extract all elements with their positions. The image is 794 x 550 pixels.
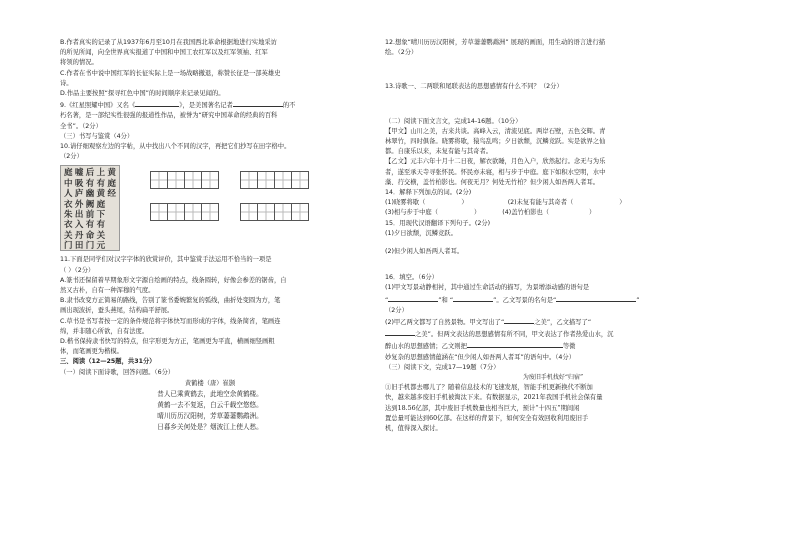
tianzi-cell[interactable] — [167, 171, 185, 189]
tianzi-grid-group — [150, 171, 218, 189]
calligraphy-char: 庭 — [107, 178, 116, 189]
calligraphy-char: 阙 — [85, 199, 95, 210]
answer-space[interactable] — [573, 198, 619, 208]
question-14: 14．解释下列加点的词。(2分) — [385, 189, 472, 197]
tianzi-cell[interactable] — [274, 171, 292, 189]
question-9: 9.《红星照耀中国》又名《 》，是美国著名记者 的不 — [60, 99, 360, 111]
text-jia-line: 林翠竹，四时俱备。晓雾将歇，猿鸟乱鸣；夕日欲颓，沉鳞竞跃。实是欲界之仙 — [385, 138, 606, 146]
text-jia-line: 【甲文】山川之美，古来共谈。高峰入云，清流见底。两岸石壁，五色交辉。青 — [385, 127, 606, 135]
calligraphy-char: 门 — [85, 241, 95, 252]
tianzi-grid-group — [240, 171, 308, 189]
calligraphy-image — [60, 165, 120, 251]
question-10: 10.请仔细观察左边的字帖，从中找出八个不同的汉字，再把它们抄写在田字格中。 — [60, 143, 291, 151]
answer-blank[interactable] — [385, 328, 415, 336]
calligraphy-char: 元 — [96, 241, 106, 252]
question-16-2-line3: 醉山水的思想感情；乙文则把 等微 — [385, 340, 721, 352]
question-12-line2: 绘。（2分） — [385, 49, 418, 57]
subsection-title-poem: （一）阅读下面诗歌，回答问题。（6分） — [60, 368, 175, 376]
calligraphy-column — [74, 168, 84, 252]
option-b-line3: 将领的情况。 — [60, 59, 98, 67]
calligraphy-char: 朱 — [64, 210, 73, 221]
question-16-1-line2: “ ”和 “ ”。乙文写景的名句是“ ” — [385, 294, 721, 306]
question-12: 12.想象“晴川历历汉阳树，芳草萋萋鹦鹉洲” 展现的画面，用生动的语言进行描 — [385, 39, 606, 46]
tianzi-grid-group — [150, 203, 218, 221]
calligraphy-char: 有 — [96, 178, 106, 189]
question-16-2-line4: 妙复杂的思想感情蕴涵在“但少闲人如吾两人者耳”的语句中。（4分） — [385, 353, 575, 361]
calligraphy-char: 衣 — [64, 199, 73, 210]
question-11-score: （ ）（2分） — [60, 266, 95, 274]
section-title-writing: （三）书写与鉴赏（4分） — [60, 132, 134, 140]
question-16-2-line2: 之美”。但两文表达的思想感情有所不同，甲文表达了作者热爱山水，沉 — [385, 328, 721, 340]
text-jia-line: 都。自康乐以来，未复有能与其奇者。 — [385, 148, 493, 156]
tianzi-grid-group — [240, 203, 308, 221]
calligraphy-column — [64, 168, 73, 252]
option-c2-line1: C.草书是书写者按一定的条件规范将字体快写而形成的字体，线条简省，笔画连 — [60, 317, 281, 325]
calligraphy-char: 丹 — [74, 230, 84, 241]
poem-title: 黄鹤楼（唐）崔颢 — [184, 379, 236, 387]
calligraphy-char: 有 — [85, 220, 95, 231]
calligraphy-char: 外 — [74, 199, 84, 210]
question-15-1: (1)夕日欲颓，沉鳞竞跃。 — [385, 229, 457, 237]
question-15: 15．用现代汉语翻译下列句子。(2分) — [385, 219, 491, 227]
calligraphy-char: 有 — [96, 220, 106, 231]
answer-blank[interactable] — [556, 294, 636, 302]
calligraphy-char: 黄 — [96, 189, 106, 200]
question-14-row2: (3)相与步于中庭（ ） (4)盖竹柏影也（ ） — [385, 208, 721, 218]
option-a-line1: A.篆书还保留着早期象形文字源自绘画的特点，线条圆转，好像会参差的锯齿，自 — [60, 276, 287, 284]
option-c-line1: C.作者在书中说中国红军的长征实际上是一场战略撤退，称赞长征是一部英雄史 — [60, 69, 281, 77]
tianzi-cell[interactable] — [201, 171, 219, 189]
calligraphy-char: 中 — [64, 178, 73, 189]
option-d2-line2: 体，而笔画更为楷模。 — [60, 348, 123, 356]
calligraphy-exercise — [60, 165, 360, 251]
essay-line: 快，越来越多废旧手机被淘汰下来。有数据显示，2021年我国手机社会保有量 — [385, 394, 603, 402]
question-9-line2: 朽名著，是一部纪实性很强的报道性作品，被誉为“研究中国革命的经典的百科 — [60, 112, 278, 120]
essay-line: 达到18.56亿部，其中废旧手机数量也相当巨大，预计“十四五”期间闲 — [385, 404, 580, 412]
calligraphy-char: 后 — [85, 168, 95, 179]
tianzi-grid-area — [150, 165, 308, 235]
subsection-title-classical: （二）阅读下面文言文，完成14-16题。（10分） — [385, 117, 522, 125]
essay-line: 机，值得深入探讨。 — [385, 425, 442, 433]
calligraphy-column — [85, 168, 95, 252]
calligraphy-char: 庭 — [96, 199, 106, 210]
calligraphy-char: 出 — [74, 210, 84, 221]
answer-blank[interactable] — [504, 316, 534, 324]
calligraphy-char: 吸 — [74, 178, 84, 189]
question-9-line3: 全书”。（2分） — [60, 122, 102, 130]
answer-blank[interactable] — [233, 99, 283, 107]
question-16: 16．填空。（6分） — [385, 274, 438, 282]
option-c2-line2: 绵，并非随心所欲，自有法度。 — [60, 327, 149, 335]
answer-blank[interactable] — [467, 340, 563, 348]
answer-space[interactable] — [438, 208, 474, 218]
calligraphy-char: 庐 — [74, 189, 84, 200]
tianzi-cell[interactable] — [184, 203, 202, 221]
tianzi-cell[interactable] — [201, 203, 219, 221]
option-c-line2: 诗。 — [60, 79, 73, 87]
calligraphy-column — [107, 168, 116, 248]
tianzi-cell[interactable] — [291, 171, 309, 189]
poem — [60, 378, 360, 433]
calligraphy-char: 衣 — [64, 220, 73, 231]
right-column — [385, 38, 721, 434]
question-16-1-score: （2分） — [385, 306, 408, 314]
answer-space[interactable] — [549, 208, 589, 218]
poem-line: 日暮乡关何处是？烟波江上使人愁。 — [157, 422, 263, 431]
poem-line: 黄鹤一去不复返，白云千载空悠悠。 — [157, 400, 263, 409]
question-10-score: （2分） — [60, 153, 83, 161]
calligraphy-char: 前 — [85, 210, 95, 221]
calligraphy-char: 幽 — [85, 189, 95, 200]
tianzi-cell[interactable] — [167, 203, 185, 221]
question-11: 11.下面是同学们对汉字字体的欣赏评价，其中鉴赏手法运用不恰当的一项是 — [60, 256, 272, 264]
calligraphy-char: 经 — [107, 189, 116, 200]
calligraphy-char: 庭 — [64, 168, 73, 179]
calligraphy-char: 入 — [74, 220, 84, 231]
calligraphy-char: 关 — [96, 230, 106, 241]
poem-line: 昔人已乘黄鹤去，此地空余黄鹤楼。 — [157, 389, 263, 398]
essay-title: 为废旧手机找好“归宿” — [522, 374, 584, 382]
left-column — [60, 38, 360, 433]
option-d2-line1: D.楷书保持隶书快写的特点，但字形更为方正，笔画更为平直，横画细竖画粗 — [60, 338, 275, 346]
calligraphy-char: 人 — [64, 189, 73, 200]
tianzi-cell[interactable] — [184, 171, 202, 189]
tianzi-cell[interactable] — [291, 203, 309, 221]
poem-line: 晴川历历汉阳树，芳草萋萋鹦鹉洲。 — [157, 411, 263, 420]
question-15-2: (2)但少闲人如吾两人者耳。 — [385, 248, 464, 256]
option-b2-line1: B.隶书改变方正简易的路线，告别了篆书委婉繁复的弧线，曲折处变圆为方，笔 — [60, 297, 281, 305]
section-title-reading: 三、阅读（12—25题，共31分） — [60, 358, 156, 366]
answer-blank[interactable] — [453, 294, 493, 302]
calligraphy-char: 门 — [64, 241, 73, 252]
calligraphy-char: 田 — [74, 241, 84, 252]
calligraphy-char: 关 — [64, 230, 73, 241]
calligraphy-char: 嘘 — [74, 168, 84, 179]
answer-space[interactable] — [425, 198, 461, 208]
subsection-title-expository: （三）阅读下文，完成17—19题（7分） — [385, 363, 500, 371]
question-13: 13.诗歌一、二两联和尾联表达的思想感情有什么不同？（2分） — [385, 83, 563, 91]
option-b-line1: B.作者真实的记录了从1937年6月至10月在我国西北革命根据地进行实地采访 — [60, 39, 277, 46]
tianzi-cell[interactable] — [150, 171, 168, 189]
calligraphy-char: 黄 — [107, 168, 116, 179]
question-14-row1: (1)晓雾将歇（ ） (2)未复有能与其奇者（ ） — [385, 198, 721, 208]
question-16-2-line1: (2)甲乙两文都写了自然景物。甲文写出了“ 之美”，乙文描写了“ — [385, 316, 721, 328]
calligraphy-char: 有 — [85, 178, 95, 189]
calligraphy-column — [96, 168, 106, 252]
text-yi-line: 者，遂至承天寺寻张怀民。怀民亦未寝，相与步于中庭。庭下如积水空明，水中 — [385, 168, 606, 176]
calligraphy-char: 上 — [96, 168, 106, 179]
question-16-1-line1: (1)甲文写景动静相衬，其中通过生命活动的描写，为景增添动感的语句是 — [385, 284, 590, 292]
tianzi-cell[interactable] — [274, 203, 292, 221]
tianzi-cell[interactable] — [150, 203, 168, 221]
answer-blank[interactable] — [388, 294, 438, 302]
option-a-line2: 然又古朴，自有一种浑穆的气度。 — [60, 287, 155, 295]
calligraphy-char: 命 — [85, 230, 95, 241]
tianzi-cell[interactable] — [240, 171, 258, 189]
tianzi-cell[interactable] — [257, 171, 275, 189]
essay-line: ①旧手机都去哪儿了？随着信息技术的飞速发展，智能手机更新换代不断加 — [385, 384, 593, 392]
essay-line: 置总量可能达到60亿部。在这样的背景下，如何安全有效回收利用废旧手 — [385, 414, 589, 422]
tianzi-cell[interactable] — [257, 203, 275, 221]
option-d-line: D.作品主要按照“探寻红色中国”的时间顺序来记录见闻的。 — [60, 90, 225, 98]
calligraphy-char: 下 — [96, 210, 106, 221]
tianzi-cell[interactable] — [240, 203, 258, 221]
option-b2-line2: 画出现波折，蚕头燕尾，结构扁平舒展。 — [60, 307, 174, 315]
text-yi-line: 【乙文】元丰六年十月十二日夜，解衣欲睡，月色入户，欣然起行。念无与为乐 — [385, 158, 606, 166]
answer-blank[interactable] — [135, 99, 179, 107]
option-b-line2: 的所见所闻，向全世界真实报道了中国和中国工农红军以及红军领袖、红军 — [60, 49, 268, 57]
text-yi-line: 藻、荇交横，盖竹柏影也。何夜无月？何处无竹柏？但少闲人如吾两人者耳。 — [385, 178, 600, 186]
